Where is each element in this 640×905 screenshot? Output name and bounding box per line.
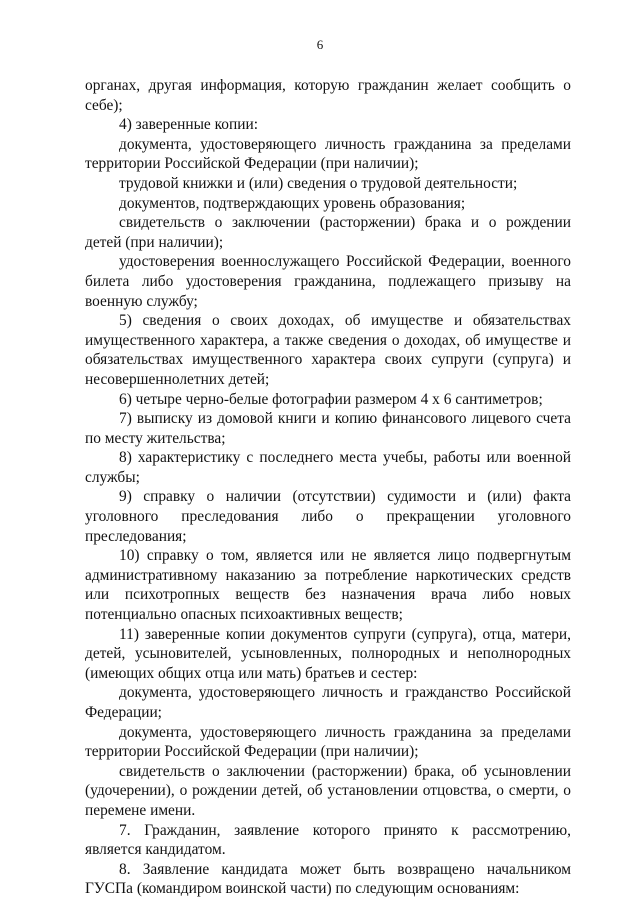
paragraph: 7. Гражданин, заявление которого принято к рассмотрению, является кандидатом. xyxy=(85,821,571,859)
paragraph: документа, удостоверяющего личность гражданина за пределами территории Российской Федерации (при наличии); xyxy=(85,723,571,761)
paragraph: органах, другая информация, которую гражданин желает сообщить о себе); xyxy=(85,77,571,114)
paragraph: 5) сведения о своих доходах, об имуществе и обязательствах имущественного характера, а также сведения о доходах, об имуществе и обязательствах имущественного характера своих супруги (супруга) и несовершеннолетних детей; xyxy=(85,312,571,388)
paragraph: свидетельств о заключении (расторжении) брака, об усыновлении (удочерении), о рождении детей, об установлении отцовства, о смерти, о перемене имени. xyxy=(85,762,571,819)
paragraph: 10) справку о том, является или не является лицо подвергнутым административному наказанию за потребление наркотических средств или психотропных веществ без назначения врача либо новых потенциально опасных психоактивных веществ; xyxy=(85,547,571,624)
paragraph: 8) характеристику с последнего места учебы, работы или военной службы; xyxy=(85,449,571,486)
paragraph: 7) выписку из домовой книги и копию финансового лицевого счета по месту жительства; xyxy=(85,410,571,447)
paragraph: 9) справку о наличии (отсутствии) судимости и (или) факта уголовного преследования либо о прекращении уголовного преследования; xyxy=(85,488,571,545)
paragraph: 6) четыре черно-белые фотографии размером 4 х 6 сантиметров; xyxy=(119,390,543,408)
document-body xyxy=(85,76,571,899)
paragraph: трудовой книжки и (или) сведения о трудовой деятельности; xyxy=(119,174,518,192)
paragraph: удостоверения военнослужащего Российской Федерации, военного билета либо удостоверения гражданина, подлежащего призыву на военную службу; xyxy=(85,253,571,310)
paragraph: документа, удостоверяющего личность гражданина за пределами территории Российской Федерации (при наличии); xyxy=(85,135,571,173)
page-number: 6 xyxy=(316,37,324,52)
paragraph: 4) заверенные копии: xyxy=(119,116,258,134)
paragraph: 11) заверенные копии документов супруги (супруга), отца, матери, детей, усыновителей, усыновленных, полнородных и неполнородных (имеющих общих отца или мать) братьев и сестер: xyxy=(85,625,571,682)
paragraph: документов, подтверждающих уровень образования; xyxy=(119,194,466,212)
paragraph: свидетельств о заключении (расторжении) брака и о рождении детей (при наличии); xyxy=(85,214,571,251)
paragraph: документа, удостоверяющего личность и гражданство Российской Федерации; xyxy=(85,684,571,721)
paragraph: 8. Заявление кандидата может быть возвращено начальником ГУСПа (командиром воинской части) по следующим основаниям: xyxy=(85,860,571,898)
